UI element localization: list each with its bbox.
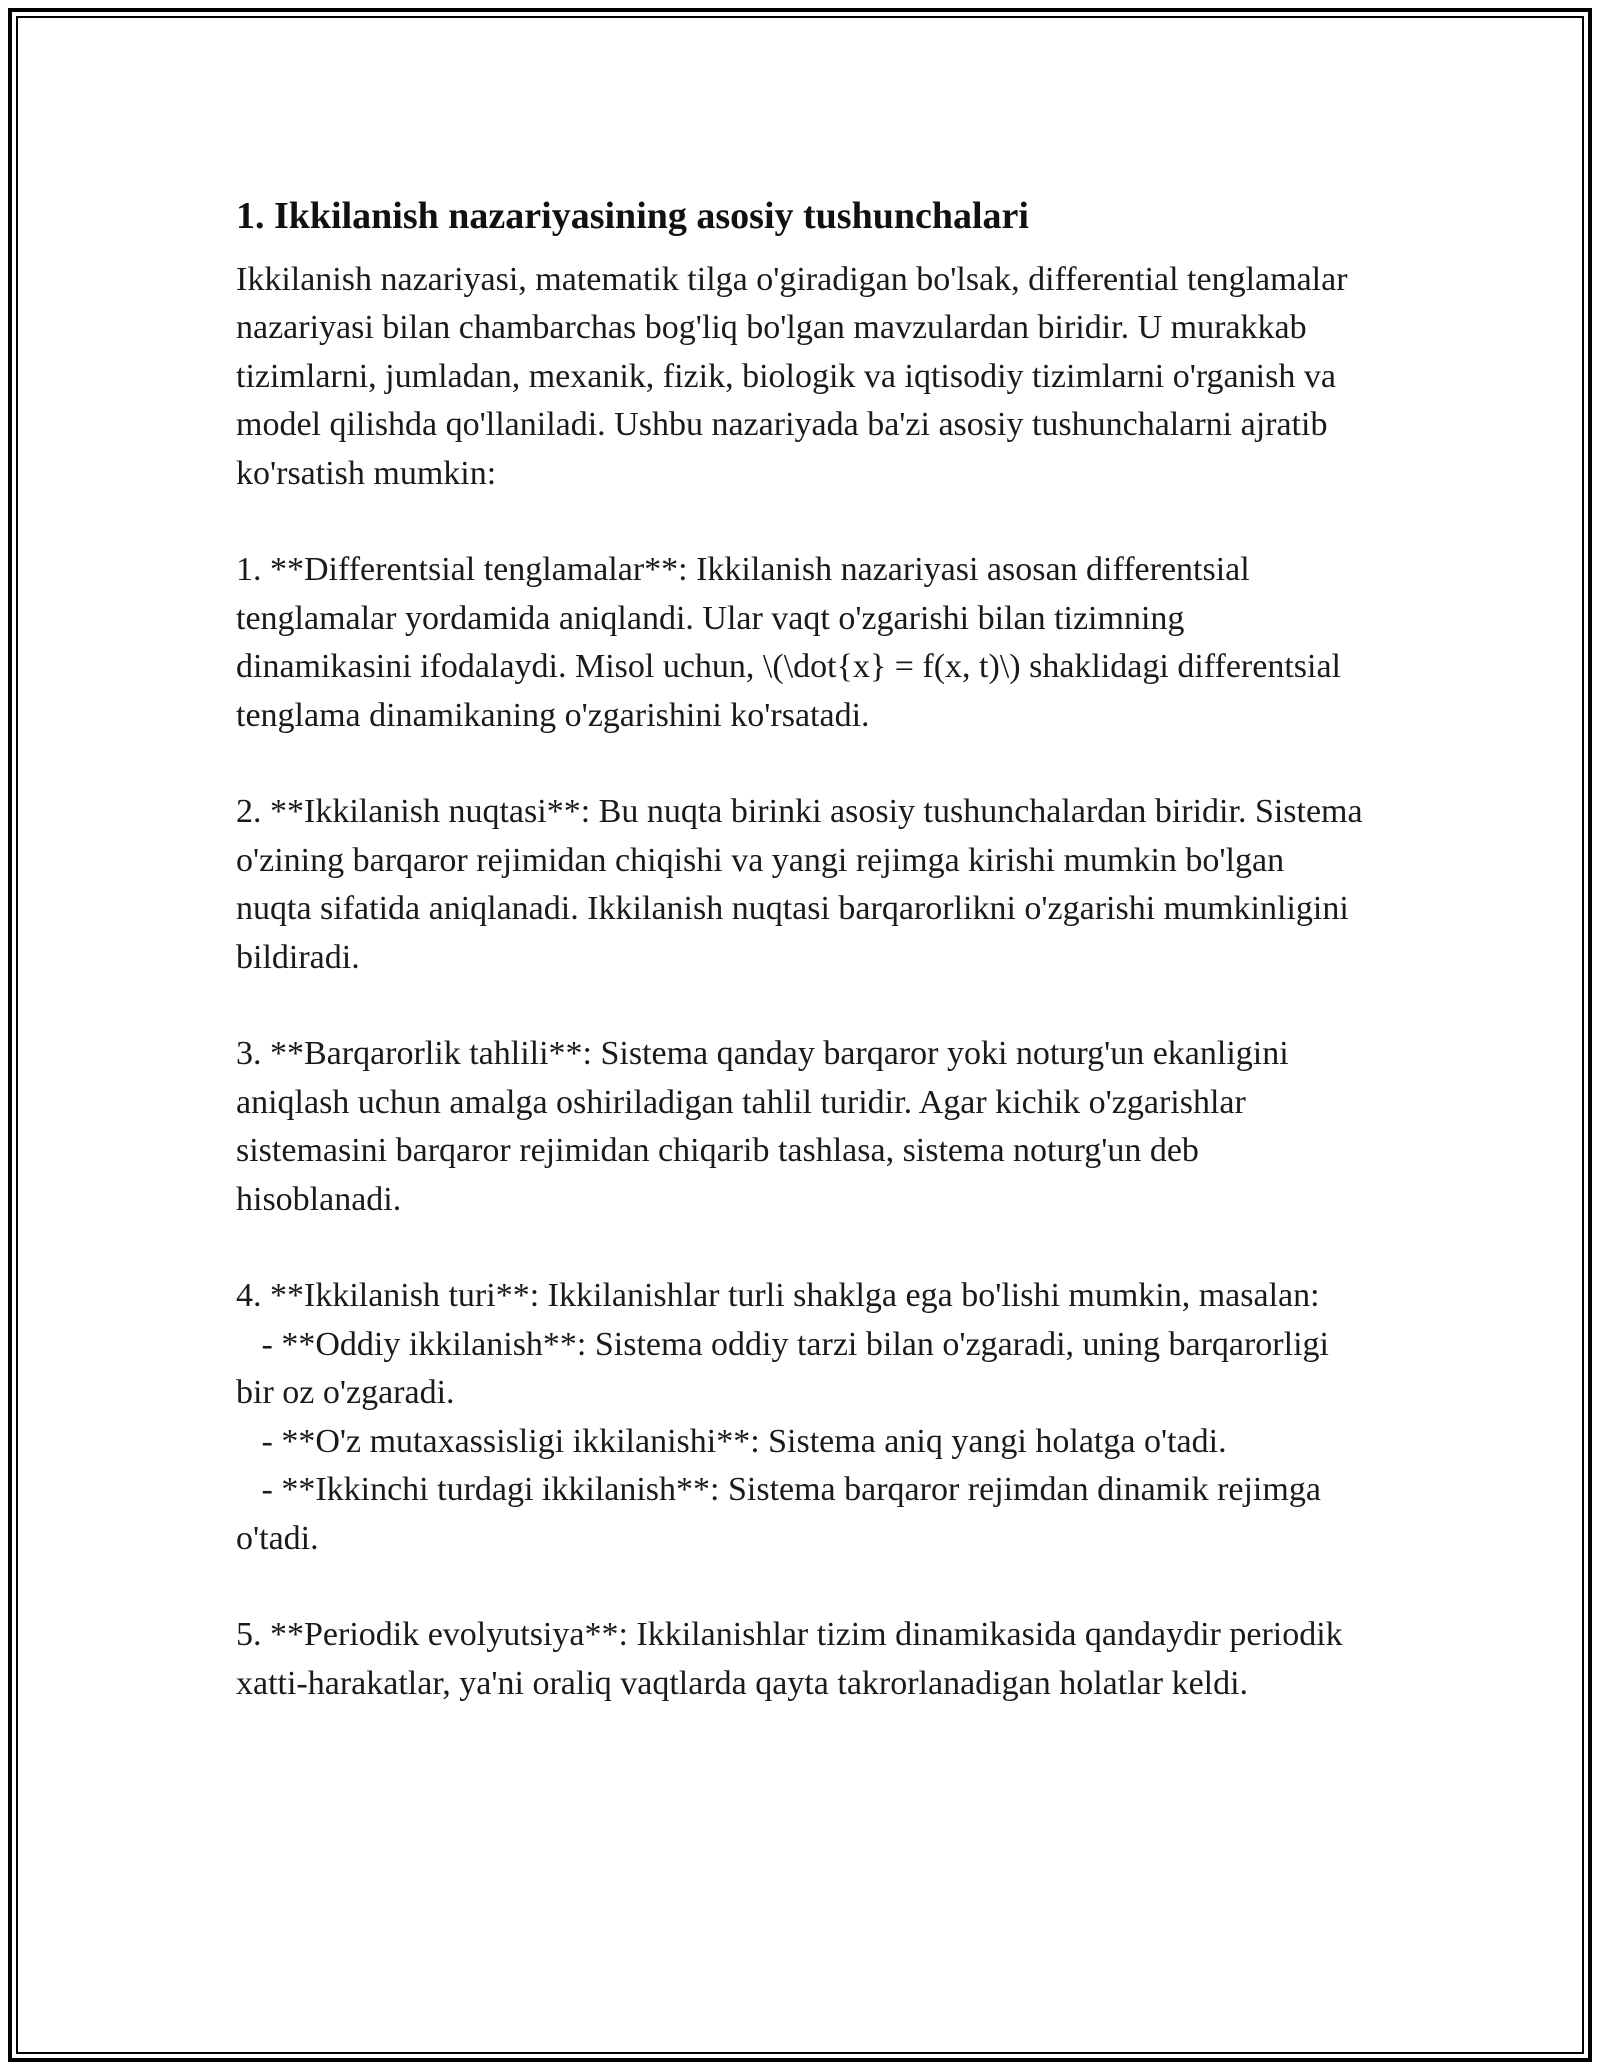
paragraph-gap	[236, 740, 1366, 788]
intro-paragraph: Ikkilanish nazariyasi, matematik tilga o'giradigan bo'lsak, differential tenglamalar nazariyasi bilan chambarchas bog'liq bo'lgan mavzulardan biridir. U murakkab tizimlarni, jumladan, mexanik, fizik, biologik va iqtisodiy tizimlarni o'rganish va model qilishda qo'llaniladi. Ushbu nazariyada ba'zi asosiy tushunchalarni ajratib ko'rsatish mumkin:	[236, 261, 1357, 492]
list-item-stability-analysis: 3. **Barqarorlik tahlili**: Sistema qanday barqaror yoki noturg'un ekanligini aniqlash uchun amalga oshiriladigan tahlil turidir. Agar kichik o'zgarishlar sistemasini barqaror rejimidan chiqarib tashlasa, sistema noturg'un deb hisoblanadi.	[236, 1035, 1298, 1218]
list-item-bifurcation-types: 4. **Ikkilanish turi**: Ikkilanishlar turli shaklga ega bo'lishi mumkin, masalan: - **Oddiy ikkilanish**: Sistema oddiy tarzi bilan o'zgaradi, uning barqarorligi bir oz o'zgaradi. - **O'z mutaxassisligi ikkilanishi**: Sistema aniq yangi holatga o'tadi. - **Ikkinchi turdagi ikkilanish**: Sistema barqaror rejimdan dinamik rejimga o'tadi.	[236, 1277, 1329, 1557]
paragraph-gap	[236, 498, 1366, 546]
document-body	[236, 188, 1372, 1708]
list-item-bifurcation-point: 2. **Ikkilanish nuqtasi**: Bu nuqta birinki asosiy tushunchalardan biridir. Sistema o'zining barqaror rejimidan chiqishi va yangi rejimga kirishi mumkin bo'lgan nuqta sifatida aniqlanadi. Ikkilanish nuqtasi barqarorlikni o'zgarishi mumkinligini bildiradi.	[236, 793, 1372, 976]
paragraph-gap	[236, 982, 1366, 1030]
list-item-differential-equations: 1. **Differentsial tenglamalar**: Ikkilanish nazariyasi asosan differentsial tenglamalar yordamida aniqlandi. Ular vaqt o'zgarishi bilan tizimning dinamikasini ifodalaydi. Misol uchun, \(\dot{x} = f(x, t)\) shaklidagi differentsial tenglama dinamikaning o'zgarishini ko'rsatadi.	[236, 551, 1350, 734]
paragraph-gap	[236, 1224, 1366, 1272]
section-title: 1. Ikkilanish nazariyasining asosiy tushunchalari	[236, 195, 1029, 237]
list-item-periodic-evolution: 5. **Periodik evolyutsiya**: Ikkilanishlar tizim dinamikasida qandaydir periodik xatti-harakatlar, ya'ni oraliq vaqtlarda qayta takrorlanadigan holatlar keldi.	[236, 1616, 1352, 1702]
paragraph-gap	[236, 1563, 1366, 1611]
